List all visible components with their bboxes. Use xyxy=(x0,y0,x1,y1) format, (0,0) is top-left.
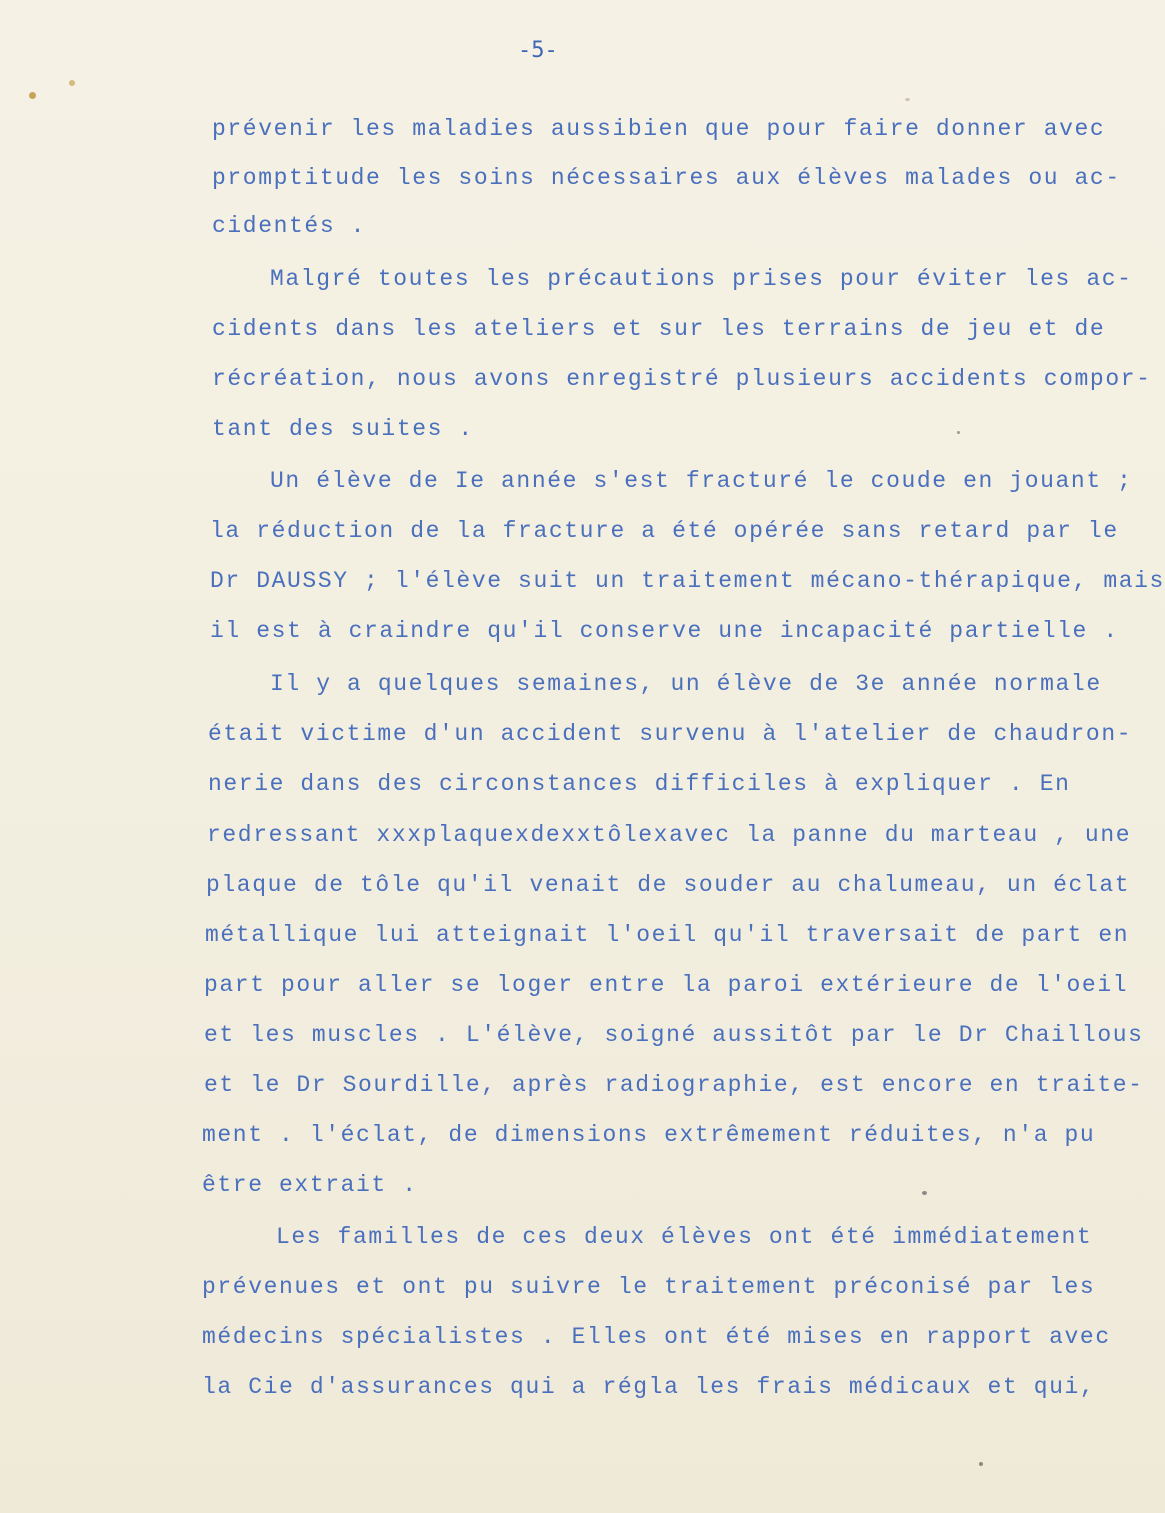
text-line: médecins spécialistes . Elles ont été mises en rapport avec xyxy=(202,1324,1111,1350)
paper-speck xyxy=(957,431,960,434)
text-line: redressant xxxplaquexdexxtôlexavec la panne du marteau , une xyxy=(207,822,1132,848)
text-line: la Cie d'assurances qui a régla les frais médicaux et qui, xyxy=(202,1374,1096,1400)
text-line: prévenues et ont pu suivre le traitement préconisé par les xyxy=(202,1274,1096,1300)
text-line: nerie dans des circonstances difficiles à expliquer . En xyxy=(208,771,1071,797)
text-line: cidents dans les ateliers et sur les terrains de jeu et de xyxy=(212,316,1106,342)
text-line: métallique lui atteignait l'oeil qu'il traversait de part en xyxy=(205,922,1130,948)
text-line: récréation, nous avons enregistré plusieurs accidents compor- xyxy=(212,366,1152,392)
paper-speck xyxy=(922,1191,927,1195)
text-line: tant des suites . xyxy=(212,416,474,442)
paper-speck xyxy=(29,92,36,99)
text-line: la réduction de la fracture a été opérée sans retard par le xyxy=(210,518,1119,544)
text-line: et le Dr Sourdille, après radiographie, est encore en traite- xyxy=(204,1072,1144,1098)
paper-speck xyxy=(905,98,910,101)
text-line: Malgré toutes les précautions prises pour éviter les ac- xyxy=(270,266,1133,292)
text-line: et les muscles . L'élève, soigné aussitôt par le Dr Chaillous xyxy=(204,1022,1144,1048)
text-line: plaque de tôle qu'il venait de souder au chalumeau, un éclat xyxy=(206,872,1131,898)
text-line: Dr DAUSSY ; l'élève suit un traitement mécano-thérapique, mais xyxy=(210,568,1165,594)
text-line: était victime d'un accident survenu à l'atelier de chaudron- xyxy=(208,721,1133,747)
text-line: promptitude les soins nécessaires aux élèves malades ou ac- xyxy=(212,165,1121,191)
text-line: Il y a quelques semaines, un élève de 3e année normale xyxy=(270,671,1102,697)
text-line: Les familles de ces deux élèves ont été immédiatement xyxy=(276,1224,1093,1250)
text-line: il est à craindre qu'il conserve une incapacité partielle . xyxy=(210,618,1119,644)
text-line: ment . l'éclat, de dimensions extrêmement réduites, n'a pu xyxy=(202,1122,1096,1148)
paper-speck xyxy=(69,80,75,86)
text-line: part pour aller se loger entre la paroi extérieure de l'oeil xyxy=(204,972,1129,998)
text-line: cidentés . xyxy=(212,213,367,239)
text-line: Un élève de Ie année s'est fracturé le coude en jouant ; xyxy=(270,468,1133,494)
text-line: être extrait . xyxy=(202,1172,418,1198)
text-line: prévenir les maladies aussibien que pour faire donner avec xyxy=(212,116,1106,142)
paper-speck xyxy=(979,1462,983,1466)
page-number: -5- xyxy=(518,38,558,63)
